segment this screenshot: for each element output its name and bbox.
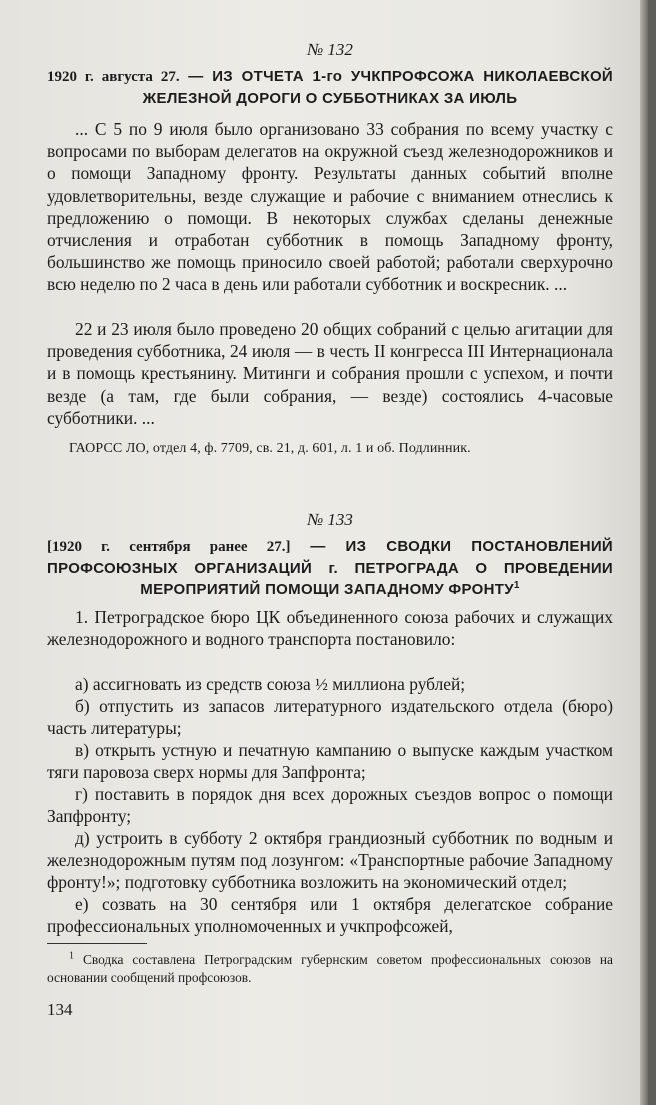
paragraph: ... С 5 по 9 июля было организовано 33 собрания по всему участку с вопросами по выборам делегатов на окружной съезд железнодорожников и о помощи Западному фронту. Результаты данных событий вполне удовлетворительны, везде служащие и рабочие с вниманием отнеслись к предложению о помощи. В некоторых службах сделаны денежные отчисления и отработан субботник в помощь Западному фронту, большинство же помощь приносило своей работой; работали сверхурочно всю неделю по 2 часа в день или работали субботник и воскресник. ...: [47, 119, 613, 295]
document-date: 1920 г. августа 27.: [47, 69, 180, 85]
footnote-divider: [47, 943, 147, 944]
page-edge-shadow: [640, 0, 648, 1105]
document-title: — ИЗ СВОДКИ ПОСТАНОВЛЕНИЙ ПРОФСОЮЗНЫХ ОРГАНИЗАЦИЙ г. ПЕТРОГРАДА О ПРОВЕДЕНИИ МЕРОПРИЯТИЙ ПОМОЩИ ЗАПАДНОМУ ФРОНТУ: [47, 538, 614, 598]
list-item: [47, 673, 613, 696]
list-item: б) отпустить из запасов литературного издательского отдела (бюро) часть литературы;: [47, 696, 613, 739]
archive-source: ГАОРСС ЛО, отдел 4, ф. 7709, св. 21, д. 601, л. 1 и об. Подлинник.: [69, 441, 471, 456]
list-item: д) устроить в субботу 2 октября грандиозный субботник по водным и железнодорожным путям под лозунгом: «Транспортные рабочие Западному фронту!»; подготовку субботника возложить на экономический отдел;: [47, 828, 613, 893]
document-number: № 132: [307, 40, 353, 59]
list-item: в) открыть устную и печатную кампанию о выпуске каждым участком тяги паровоза сверх нормы для Запфронта;: [47, 740, 613, 783]
document-heading: [47, 66, 613, 109]
list-item-text: а) ассигновать из средств союза: [75, 674, 316, 694]
document-title: — ИЗ ОТЧЕТА 1-го УЧКПРОФСОЖА НИКОЛАЕВСКОЙ ЖЕЛЕЗНОЙ ДОРОГИ О СУББОТНИКАХ ЗА ИЮЛЬ: [142, 68, 613, 107]
footnote-text: Сводка составлена Петроградским губернским советом профессиональных союзов на основании сообщений профсоюзов.: [47, 952, 613, 985]
list-item-text: миллиона рублей;: [327, 674, 466, 694]
page-number: 134: [47, 1000, 73, 1019]
list-item: г) поставить в порядок дня всех дорожных съездов вопрос о помощи Запфронту;: [47, 784, 613, 827]
footnote: [47, 951, 613, 987]
list-item: е) созвать на 30 сентября или 1 октября делегатское собрание профессиональных уполномоченных и учкпрофсожей,: [47, 894, 613, 937]
footnote-mark: 1: [69, 950, 74, 962]
paragraph: 1. Петроградское бюро ЦК объединенного союза рабочих и служащих железнодорожного и водного транспорта постановило:: [47, 607, 613, 650]
footnote-reference: 1: [513, 580, 520, 591]
fraction: ½: [315, 675, 328, 694]
document-heading: [47, 536, 613, 600]
document-date: [1920 г. сентября ранее 27.]: [47, 539, 291, 555]
paragraph: 22 и 23 июля было проведено 20 общих собраний с целью агитации для проведения субботника, 24 июля — в честь II конгресса III Интернационала и в помощь крестьянину. Митинги и собрания прошли с успехом, и почти везде (а там, где были собрания, — везде) состоялись 4-часовые субботники. ...: [47, 319, 613, 428]
document-number: № 133: [307, 510, 353, 529]
